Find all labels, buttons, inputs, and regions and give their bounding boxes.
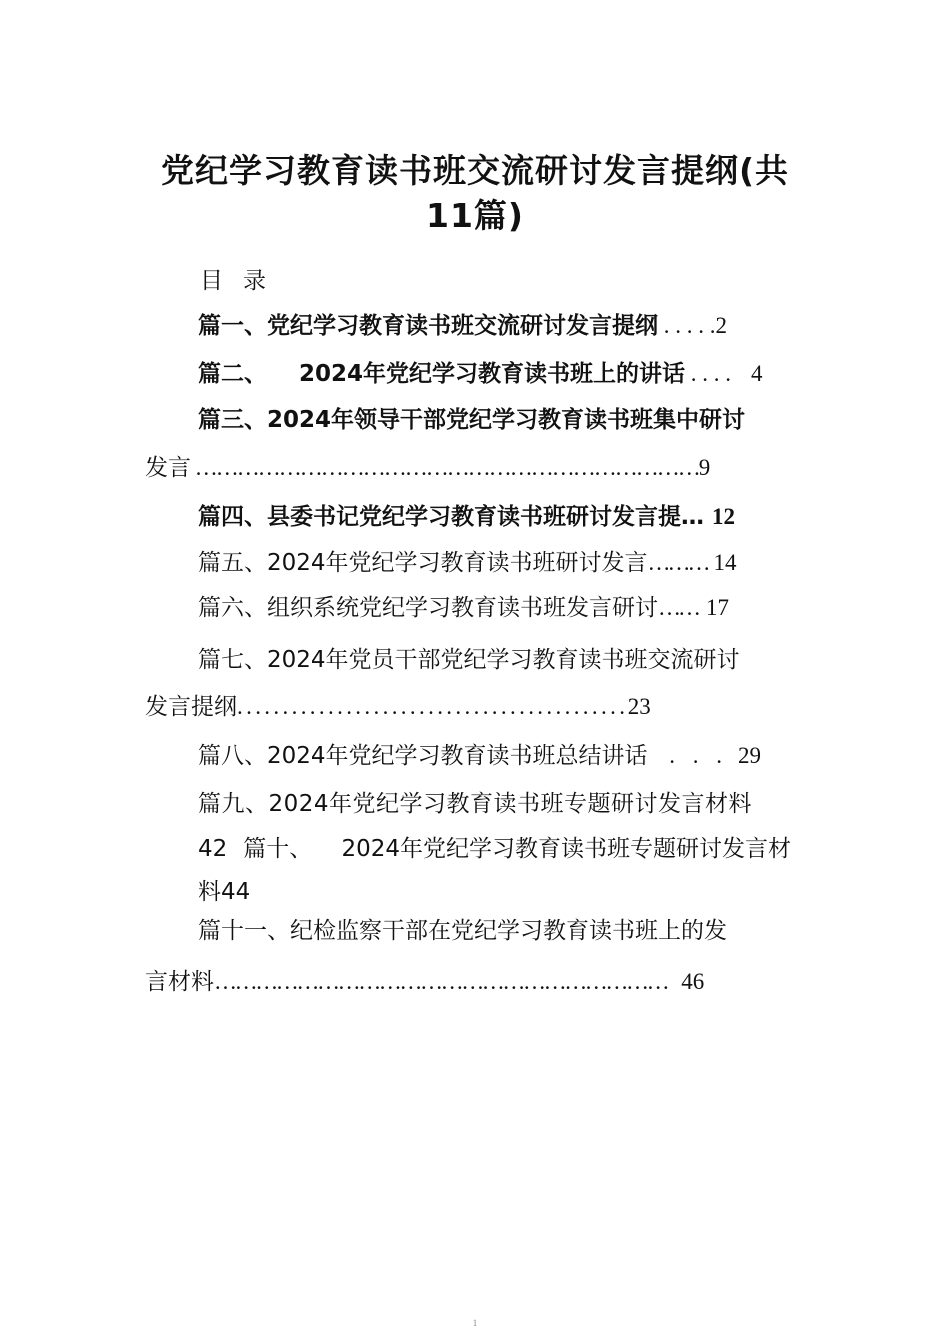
toc-entry-3-label-tail: 发言 <box>145 455 191 481</box>
toc-entry-5-dots: ……… <box>647 550 708 575</box>
toc-entry-6-page: 17 <box>706 595 729 620</box>
toc-entry-6-dots: …… <box>658 595 698 620</box>
toc-entry-7-page: 23 <box>627 694 651 719</box>
toc-entry-4[interactable] <box>198 501 735 533</box>
toc-entry-2-page: 4 <box>751 361 763 386</box>
toc-entry-8-label: 篇八、2024年党纪学习教育读书班总结讲话 <box>198 743 648 769</box>
toc-entry-3-line1[interactable]: 篇三、2024年领导干部党纪学习教育读书班集中研讨 <box>198 407 746 433</box>
toc-entry-11-line1[interactable]: 篇十一、纪检监察干部在党纪学习教育读书班上的发 <box>198 918 727 944</box>
document-title-line2: 11篇) <box>425 196 524 235</box>
toc-entry-11-line2[interactable] <box>145 966 704 998</box>
toc-heading: 目录 <box>200 268 286 294</box>
footer-page-number: 1 <box>472 1318 478 1328</box>
toc-entry-11-page: 46 <box>681 969 705 994</box>
toc-entry-11-label-tail: 言材料 <box>145 969 214 995</box>
toc-entry-1[interactable] <box>198 310 727 342</box>
toc-entry-1-label: 篇一、党纪学习教育读书班交流研讨发言提纲 <box>198 313 658 339</box>
toc-entry-5[interactable] <box>198 547 737 579</box>
toc-entry-1-dots: . . . . . <box>658 313 716 338</box>
toc-entry-8-page: 29 <box>738 743 762 768</box>
toc-entry-4-page: 12 <box>712 504 735 529</box>
toc-entry-6[interactable] <box>198 592 729 624</box>
toc-entry-7-line1[interactable]: 篇七、2024年党员干部党纪学习教育读书班交流研讨 <box>198 647 740 673</box>
toc-entry-9-page: 42 <box>198 836 228 862</box>
toc-entry-10-label: 篇十、 2024年党纪学习教育读书班专题研讨发言材 <box>243 836 792 862</box>
toc-entry-10-line2[interactable] <box>198 876 250 908</box>
toc-entry-2-dots: . . . . <box>685 361 732 386</box>
toc-entry-1-page: 2 <box>715 313 727 338</box>
toc-entry-3-page: 9 <box>698 455 711 480</box>
document-title-line1: 党纪学习教育读书班交流研讨发言提纲(共 <box>160 151 790 190</box>
toc-entry-7-dots: . . . . . . . . . . . . . . . . . . . . . . . . . . . . . . . . . . . . . . . . . . . <box>237 694 624 719</box>
toc-entry-3-line2[interactable] <box>145 452 710 484</box>
toc-entry-8-dots: . . . <box>657 743 729 768</box>
toc-entry-7-label-tail: 发言提纲 <box>145 694 237 720</box>
toc-entry-9[interactable]: 篇九、2024年党纪学习教育读书班专题研讨发言材料 <box>198 791 753 817</box>
toc-entry-11-dots: ………………………………………………………… <box>214 969 668 994</box>
toc-entry-6-label: 篇六、组织系统党纪学习教育读书班发言研讨 <box>198 595 658 621</box>
toc-entry-2-label: 篇二、 2024年党纪学习教育读书班上的讲话 <box>198 361 686 387</box>
toc-entry-4-label: 篇四、县委书记党纪学习教育读书班研讨发言提… <box>198 504 704 530</box>
toc-entry-10-page: 44 <box>221 879 251 905</box>
toc-entry-10[interactable] <box>198 833 791 865</box>
toc-entry-2[interactable] <box>198 358 763 390</box>
toc-entry-5-label: 篇五、2024年党纪学习教育读书班研讨发言 <box>198 550 648 576</box>
toc-entry-10-label-tail: 料 <box>198 879 221 905</box>
toc-entry-7-line2[interactable] <box>145 691 651 723</box>
toc-entry-5-page: 14 <box>713 550 737 575</box>
toc-entry-8[interactable] <box>198 740 761 772</box>
toc-entry-3-dots: ……………………………………………………………… <box>191 455 699 480</box>
